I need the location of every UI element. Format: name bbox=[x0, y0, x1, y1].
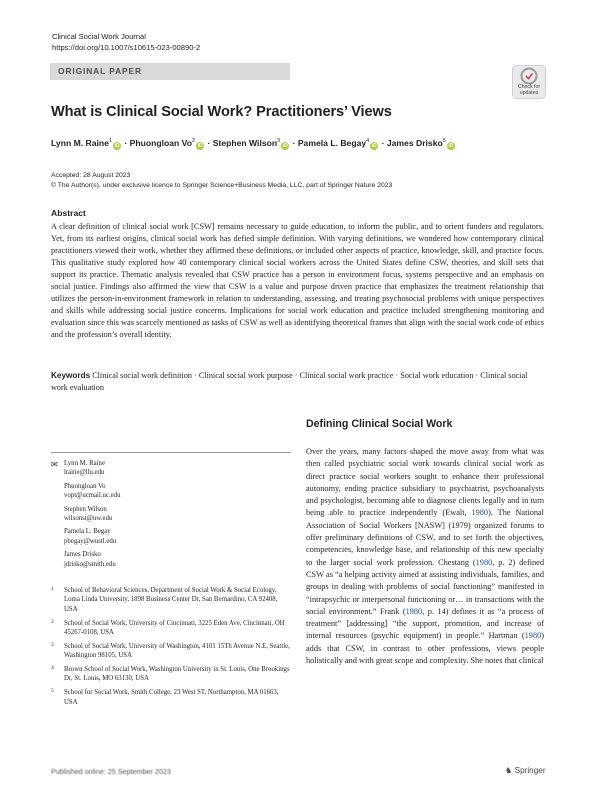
affiliation-number: 4 bbox=[51, 665, 54, 672]
author-name: Pamela L. Begay bbox=[297, 138, 367, 148]
author[interactable] bbox=[213, 138, 290, 148]
contact-name: Pamela L. Begay bbox=[64, 528, 111, 536]
corresponding-authors bbox=[51, 459, 120, 573]
citation-link[interactable]: 1980 bbox=[475, 557, 493, 567]
contact-name: Lynn M. Raine bbox=[64, 460, 105, 467]
publisher-name: Springer bbox=[514, 766, 546, 775]
body-text: ). The National Association of Social Workers [NASW] (1979) organized forums to offer preliminary definitions of CSW, and to set forth the objectives, competencies, knowledge base, and relationship of this new specialty to the larger social work profession. Chestang ( bbox=[306, 508, 544, 567]
contact-name: Stephen Wilson bbox=[64, 505, 107, 513]
contact-entry bbox=[51, 459, 120, 478]
affiliation-text: School of Social Work, University of Cincinnati, 3225 Eden Ave, Cincinnati, OH 45267-0108, USA bbox=[64, 619, 285, 637]
body-text: , p. 2) defined CSW as “a helping activity aimed at assisting individuals, families, and groups in dealing with problems of social functioning” manifested in “intrapsychic or interpersonal functioning or… in transactions with the social environment.” Frank ( bbox=[306, 557, 544, 616]
article-type-label: ORIGINAL PAPER bbox=[58, 66, 142, 76]
author-affil-number: 5 bbox=[442, 138, 446, 145]
springer-horse-icon: ♞ bbox=[505, 766, 513, 775]
section-body bbox=[306, 446, 544, 667]
affiliation bbox=[51, 619, 291, 638]
abstract-heading: Abstract bbox=[51, 208, 86, 218]
affiliation-number: 5 bbox=[51, 688, 54, 695]
citation-link[interactable]: 1980 bbox=[471, 508, 489, 518]
affiliation-number: 2 bbox=[51, 618, 54, 625]
accepted-date: Accepted: 28 August 2023 bbox=[51, 172, 131, 179]
keywords-label: Keywords bbox=[51, 371, 91, 380]
affiliation-text: School of Behavioral Sciences, Department of Social Work & Social Ecology, Loma Linda University, 1898 Business Center Dr, San Bernardino, CA 92408, USA bbox=[64, 587, 278, 613]
contact-entry bbox=[51, 550, 120, 569]
citation-link[interactable]: 1980 bbox=[405, 606, 423, 616]
affiliation-text: Brown School of Social Work, Washington University in St. Louis, One Brookings Dr, St. Louis, MO 63130, USA bbox=[64, 666, 290, 683]
affiliation bbox=[51, 688, 291, 707]
citation-link[interactable]: 1980 bbox=[524, 631, 542, 641]
affiliation-text: School for Social Work, Smith College, 23 West ST, Northampton, MA 01663, USA bbox=[64, 689, 279, 706]
journal-header bbox=[52, 31, 200, 53]
contact-email[interactable]: vopt@ucmail.uc.edu bbox=[64, 492, 121, 500]
affiliation bbox=[51, 642, 291, 661]
affiliation-text: School of Social Work, University of Washington, 4101 15Th Avenue N.E, Seattle, Washington 98105, USA bbox=[64, 642, 290, 660]
article-title: What is Clinical Social Work? Practitioners’ Views bbox=[51, 104, 392, 120]
abstract-text: A clear definition of clinical social work [CSW] remains necessary to guide education, to inform the public, and to orient funders and regulators. Yet, from its earliest origins, clinical social work has defied simple definition. With varying definitions, we wondered how contemporary clinical practitioners viewed their work, whether they affirmed these definitions, or included other aspects of practice, knowledge, skill, and practice focus. This qualitative study explored how 40 contemporary clinical social workers across the United States define CSW, theories, and skill sets that support its practice. Thematic analysis revealed that CSW practice has a person in environment focus, systems perspective and an emphasis on social justice. Findings also affirmed the view that CSW is a value and purpose driven practice that emphasizes the treatment relationship that utilizes the person-in-environment framework in relation to understanding, assessing, and treating psychosocial problems with unique perspectives and skills while addressing social justice concerns. Implications for social work education and practice included strengthening monitoring and evaluation since this was scarcely mentioned as tasks of CSW as well as identifying theoretical frames that align with the social work code of ethics and the profession’s overall identity. bbox=[51, 222, 544, 339]
orcid-icon[interactable]: iD bbox=[197, 143, 203, 149]
published-online: Published online: 25 September 2023 bbox=[51, 767, 171, 776]
orcid-icon[interactable]: iD bbox=[114, 143, 120, 149]
affiliation bbox=[51, 665, 291, 684]
envelope-icon: ✉ bbox=[51, 460, 58, 469]
author[interactable] bbox=[298, 138, 379, 148]
author-list: Lynn M. Raine$^1$iD · Phuongloan $Vo^2iD$ · Stephen Wilson$^3$iD · Pamela L. Begay$^4$iD · James Drisko$^5$iD bbox=[51, 138, 456, 150]
author-affil-number: 2 bbox=[192, 138, 196, 145]
copyright-line: © The Author(s), under exclusive licence to Springer Science+Business Media, LLC, part of Springer Nature 2023 bbox=[51, 182, 393, 189]
author-name: Phuongloan Vo bbox=[129, 138, 193, 148]
check-for-updates-label[interactable] bbox=[509, 84, 549, 96]
keywords bbox=[51, 370, 544, 393]
contact-entry bbox=[51, 527, 120, 546]
affiliation-number: 3 bbox=[51, 641, 54, 648]
contact-email[interactable]: jdrisko@smith.edu bbox=[64, 560, 116, 568]
contact-entry bbox=[51, 505, 120, 524]
check-updates-line2: updates bbox=[519, 90, 539, 96]
doi-link[interactable]: https://doi.org/10.1007/s10615-023-00890-2 bbox=[52, 43, 201, 52]
author-affil-number: 1 bbox=[108, 138, 112, 145]
publication-dates bbox=[51, 171, 392, 191]
affiliation-number: 1 bbox=[51, 586, 54, 592]
author[interactable] bbox=[51, 138, 122, 148]
keywords-text: Clinical social work definition · Clinical social work purpose · Clinical social work practice · Social work education · Clinical social work evaluation bbox=[51, 371, 528, 392]
affiliations bbox=[51, 586, 291, 711]
body-text: , p. 14) defines it as “a process of treatment” [addressing] “the support, promotion, and increase of internal resources (psychic equipment) in people.” Hartman ( bbox=[306, 606, 544, 641]
orcid-icon[interactable]: iD bbox=[282, 143, 288, 149]
body-text: Over the years, many factors shaped the move away from what was then called psychiatric social work towards clinical social work as direct practice social workers sought to enhance their professional autonomy, ending practice subsidiary to psychiatrist, psychoanalysts and psychologist, becoming able to diagnose clients legally and in turn being able to practice independently (Ewalt, bbox=[306, 447, 544, 518]
section-heading: Defining Clinical Social Work bbox=[306, 418, 453, 430]
contact-name: Phuongloan Vo bbox=[64, 482, 106, 490]
footnote-divider bbox=[51, 452, 291, 453]
author-affil-number: 4 bbox=[366, 138, 370, 145]
author[interactable] bbox=[387, 138, 456, 148]
article-type-badge bbox=[50, 63, 290, 80]
author-name: Lynn M. Raine bbox=[51, 138, 109, 148]
contact-entry bbox=[51, 482, 120, 501]
affiliation bbox=[51, 586, 291, 614]
author-affil-number: 3 bbox=[277, 138, 281, 145]
journal-name: Clinical Social Work Journal bbox=[52, 32, 146, 41]
contact-email[interactable]: pbegay@wustl.edu bbox=[64, 537, 117, 545]
author-name: Stephen Wilson bbox=[212, 138, 278, 148]
author[interactable] bbox=[130, 138, 205, 148]
orcid-icon[interactable]: iD bbox=[371, 143, 377, 149]
contact-email[interactable]: lraine@llu.edu bbox=[64, 469, 105, 477]
body-text: ) adds that CSW, in contrast to other professions, views people holistically and with great scope and complexity. She notes that clinical bbox=[306, 631, 544, 666]
author-name: James Drisko bbox=[386, 138, 443, 148]
orcid-icon[interactable]: iD bbox=[448, 143, 454, 149]
contact-email[interactable]: wilsonst@uw.edu bbox=[64, 515, 113, 523]
contact-name: James Drisko bbox=[64, 551, 101, 559]
check-updates-line1: Check for bbox=[517, 84, 541, 90]
publisher-logo bbox=[505, 765, 546, 775]
